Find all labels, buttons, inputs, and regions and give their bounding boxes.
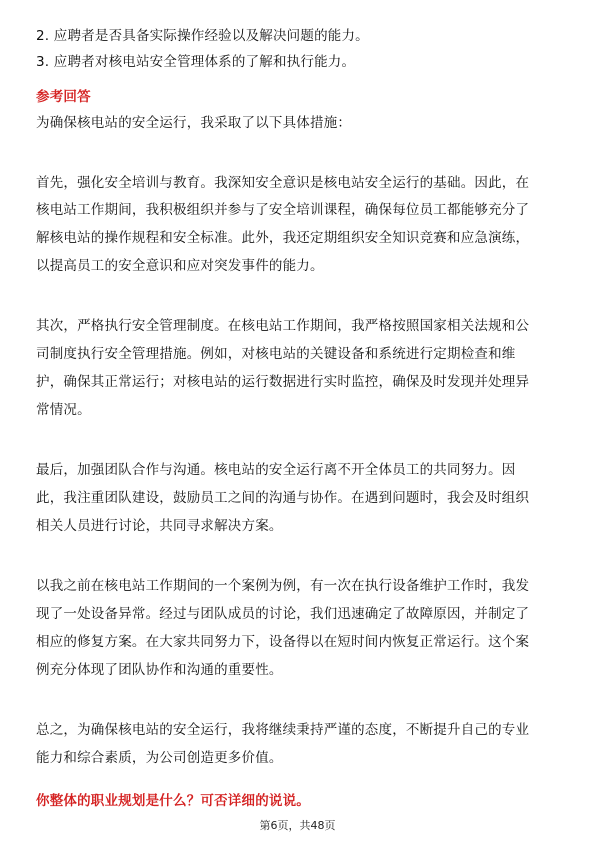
paragraph-2-line-2: 司制度执行安全管理措施。例如，对核电站的关键设备和系统进行定期检查和维	[36, 346, 516, 362]
paragraph-5-line-1: 总之，为确保核电站的安全运行，我将继续秉持严谨的态度，不断提升自己的专业	[36, 722, 530, 738]
paragraph-2-line-4: 常情况。	[36, 402, 91, 418]
criteria-item-3: 3. 应聘者对核电站安全管理体系的了解和执行能力。	[36, 54, 356, 70]
next-question-heading: 你整体的职业规划是什么？可否详细的说说。	[36, 793, 310, 809]
paragraph-2-line-3: 护，确保其正常运行；对核电站的运行数据进行实时监控，确保及时发现并处理异	[36, 374, 530, 390]
answer-intro: 为确保核电站的安全运行，我采取了以下具体措施：	[36, 115, 352, 131]
paragraph-1-line-3: 解核电站的操作规程和安全标准。此外，我还定期组织安全知识竞赛和应急演练，	[36, 230, 530, 246]
paragraph-4-line-1: 以我之前在核电站工作期间的一个案例为例，有一次在执行设备维护工作时，我发	[36, 578, 530, 594]
paragraph-4-line-4: 例充分体现了团队协作和沟通的重要性。	[36, 662, 283, 678]
paragraph-1-line-1: 首先，强化安全培训与教育。我深知安全意识是核电站安全运行的基础。因此，在	[36, 175, 530, 191]
criteria-item-2: 2. 应聘者是否具备实际操作经验以及解决问题的能力。	[36, 28, 369, 44]
paragraph-2-line-1: 其次，严格执行安全管理制度。在核电站工作期间，我严格按照国家相关法规和公	[36, 318, 530, 334]
paragraph-4-line-3: 相应的修复方案。在大家共同努力下，设备得以在短时间内恢复正常运行。这个案	[36, 634, 530, 650]
paragraph-3-line-2: 此，我注重团队建设，鼓励员工之间的沟通与协作。在遇到问题时，我会及时组织	[36, 490, 530, 506]
page-footer: 第6页，共48页	[259, 819, 336, 832]
answer-heading: 参考回答	[36, 89, 91, 105]
paragraph-1-line-4: 以提高员工的安全意识和应对突发事件的能力。	[36, 258, 324, 274]
paragraph-3-line-3: 相关人员进行讨论，共同寻求解决方案。	[36, 518, 283, 534]
paragraph-1-line-2: 核电站工作期间，我积极组织并参与了安全培训课程，确保每位员工都能够充分了	[36, 202, 530, 218]
paragraph-4-line-2: 现了一处设备异常。经过与团队成员的讨论，我们迅速确定了故障原因，并制定了	[36, 606, 530, 622]
paragraph-5-line-2: 能力和综合素质，为公司创造更多价值。	[36, 750, 283, 766]
paragraph-3-line-1: 最后，加强团队合作与沟通。核电站的安全运行离不开全体员工的共同努力。因	[36, 462, 516, 478]
